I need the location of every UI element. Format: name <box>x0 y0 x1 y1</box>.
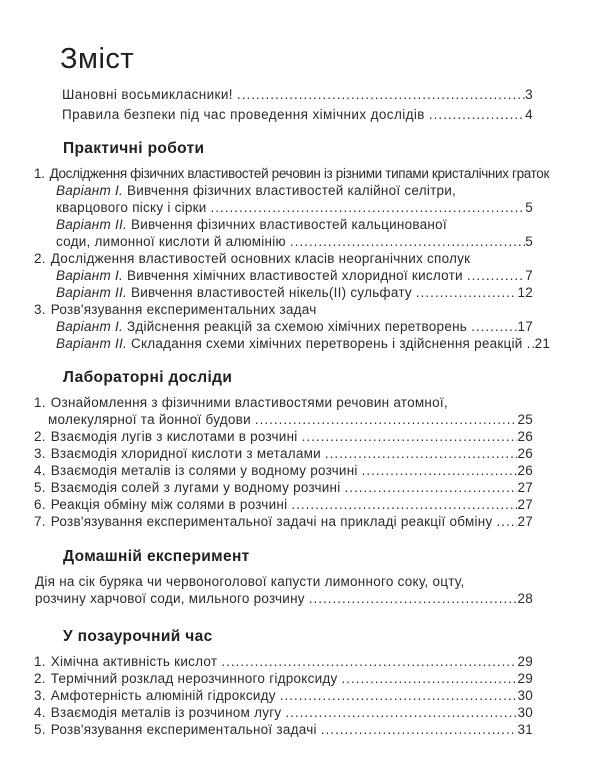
toc-entry <box>34 721 566 738</box>
entry-number: 1. <box>34 395 46 410</box>
entry-text: Розв'язування експериментальних задач <box>50 302 317 317</box>
entry-text: Варіант II. Складання схеми хімічних перетворень і здійснення реакцій <box>56 336 523 351</box>
page-number: 30 <box>517 688 533 703</box>
entry-text: Розв'язування експериментальної задачі <box>50 722 317 737</box>
toc-entry <box>34 496 566 513</box>
toc-front-list <box>34 85 566 125</box>
entry-text: Дія на сік буряка чи червоноголової капусти лимонного соку, оцту, <box>35 574 465 589</box>
toc-entry <box>34 428 566 445</box>
dot-leader <box>321 721 518 738</box>
toc-entry <box>34 284 566 301</box>
page-number: 29 <box>517 671 533 686</box>
dot-leader <box>342 670 518 687</box>
page-number: 28 <box>517 591 533 606</box>
entry-number: 2. <box>34 429 46 444</box>
toc-entry <box>34 233 566 250</box>
entry-text: Дослідження властивостей основних класів неорганічних сполук <box>50 251 471 266</box>
section-heading: Практичні роботи <box>63 140 205 157</box>
entry-text: Правила безпеки під час проведення хімічних дослідів <box>62 107 425 122</box>
toc-entry <box>34 687 566 704</box>
toc-sections <box>34 138 566 738</box>
dot-leader <box>211 199 526 216</box>
dot-leader <box>496 513 517 530</box>
section-entries <box>34 165 566 352</box>
toc-entry <box>34 182 566 199</box>
toc-entry <box>34 165 566 182</box>
entry-number: 6. <box>34 497 46 512</box>
entry-text: Взаємодія металів із розчином лугу <box>50 705 282 720</box>
entry-number: 3. <box>34 302 46 317</box>
toc-entry <box>34 653 566 670</box>
entry-text: Варіант I. Вивчення хімічних властивостей хлоридної кислоти <box>56 268 463 283</box>
dot-leader <box>345 479 518 496</box>
entry-text: Розв'язування експериментальної задачі на прикладі реакції обміну <box>50 514 493 529</box>
entry-number: 4. <box>34 463 46 478</box>
section-entries <box>34 653 566 738</box>
page-number: 25 <box>517 412 533 427</box>
toc-entry <box>34 479 566 496</box>
page-title: Зміст <box>60 43 135 75</box>
toc-section <box>34 138 566 352</box>
dot-leader <box>237 85 525 105</box>
dot-leader <box>291 496 517 513</box>
page-number: 5 <box>525 200 533 215</box>
toc-section <box>34 546 566 607</box>
toc-entry <box>34 105 566 125</box>
dot-leader <box>221 653 517 670</box>
page-number: 17 <box>517 319 533 334</box>
entry-text: Варіант II. Вивчення властивостей нікель(II) сульфату <box>56 285 412 300</box>
entry-number: 2. <box>34 671 46 686</box>
entry-text: Хімічна активність кислот <box>50 654 218 669</box>
toc-entry <box>34 318 566 335</box>
toc-entry <box>34 199 566 216</box>
entry-number: 7. <box>34 514 46 529</box>
entry-text: молекулярної та йонної будови <box>48 412 251 427</box>
dot-leader <box>255 411 518 428</box>
toc-entry <box>34 250 566 267</box>
dot-leader <box>290 233 525 250</box>
entry-number: 3. <box>34 446 46 461</box>
page-number: 30 <box>517 705 533 720</box>
entry-text: Взаємодія металів із солями у водному розчині <box>50 463 358 478</box>
page-number: 31 <box>517 722 533 737</box>
dot-leader <box>309 590 518 607</box>
dot-leader <box>471 318 517 335</box>
page-number: 29 <box>517 654 533 669</box>
page-number: 27 <box>517 480 533 495</box>
entry-text: Дослідження фізичних властивостей речовин із різними типами кристалічних граток <box>49 166 550 181</box>
entry-text: Варіант II. Вивчення фізичних властивостей кальцинованої <box>56 217 447 232</box>
entry-number: 2. <box>34 251 46 266</box>
toc-entry <box>34 462 566 479</box>
entry-number: 3. <box>34 688 46 703</box>
entry-text: Варіант I. Вивчення фізичних властивостей калійної селітри, <box>56 183 457 198</box>
dot-leader <box>429 105 525 125</box>
toc-entry <box>34 216 566 233</box>
dot-leader <box>285 704 517 721</box>
dot-leader <box>362 462 518 479</box>
dot-leader <box>527 335 535 352</box>
toc-section <box>34 367 566 530</box>
toc-section <box>34 626 566 738</box>
page-number: 4 <box>525 107 533 122</box>
page-number: 26 <box>517 429 533 444</box>
toc-entry <box>34 590 566 607</box>
toc-entry <box>34 335 566 352</box>
page-number: 12 <box>517 285 533 300</box>
section-heading: Домашній експеримент <box>63 548 250 565</box>
page-number: 7 <box>525 268 533 283</box>
entry-text: Термічний розклад нерозчинного гідроксиду <box>50 671 338 686</box>
entry-number: 5. <box>34 480 46 495</box>
dot-leader <box>280 687 518 704</box>
page-number: 3 <box>525 87 533 102</box>
entry-number: 4. <box>34 705 46 720</box>
entry-text: Взаємодія лугів з кислотами в розчині <box>50 429 298 444</box>
toc-entry <box>34 85 566 105</box>
page-number: 5 <box>525 234 533 249</box>
toc-entry <box>34 704 566 721</box>
page-number: 26 <box>517 463 533 478</box>
entry-text: розчину харчової соди, мильного розчину <box>35 591 305 606</box>
dot-leader <box>325 445 518 462</box>
entry-number: 1. <box>34 654 46 669</box>
entry-text: Реакція обміну між солями в розчині <box>50 497 288 512</box>
entry-text: Взаємодія солей з лугами у водному розчині <box>50 480 341 495</box>
toc-entry <box>34 513 566 530</box>
toc-entry <box>34 573 566 590</box>
page-number: 26 <box>517 446 533 461</box>
toc-entry <box>34 445 566 462</box>
page-number: 27 <box>517 497 533 512</box>
toc-content <box>0 42 600 738</box>
section-entries <box>34 394 566 530</box>
page-number: 27 <box>517 514 533 529</box>
entry-text: Ознайомлення з фізичними властивостями речовин атомної, <box>50 395 448 410</box>
toc-entry <box>34 394 566 411</box>
toc-entry <box>34 301 566 318</box>
entry-number: 1. <box>34 166 45 181</box>
dot-leader <box>416 284 518 301</box>
toc-entry <box>34 411 566 428</box>
entry-text: Взаємодія хлоридної кислоти з металами <box>50 446 321 461</box>
entry-text: кварцового піску і сірки <box>56 200 207 215</box>
dot-leader <box>302 428 518 445</box>
entry-text: соди, лимонної кислоти й алюмінію <box>56 234 286 249</box>
toc-entry <box>34 267 566 284</box>
section-heading: Лабораторні досліди <box>63 369 233 386</box>
dot-leader <box>467 267 525 284</box>
page-number: 21 <box>534 336 551 351</box>
toc-entry <box>34 670 566 687</box>
section-heading: У позаурочний час <box>63 628 213 645</box>
entry-number: 5. <box>34 722 46 737</box>
entry-text: Амфотерність алюміній гідроксиду <box>50 688 276 703</box>
entry-text: Шановні восьмикласники! <box>62 87 233 102</box>
entry-text: Варіант I. Здійснення реакцій за схемою хімічних перетворень <box>56 319 468 334</box>
section-entries <box>34 573 566 607</box>
